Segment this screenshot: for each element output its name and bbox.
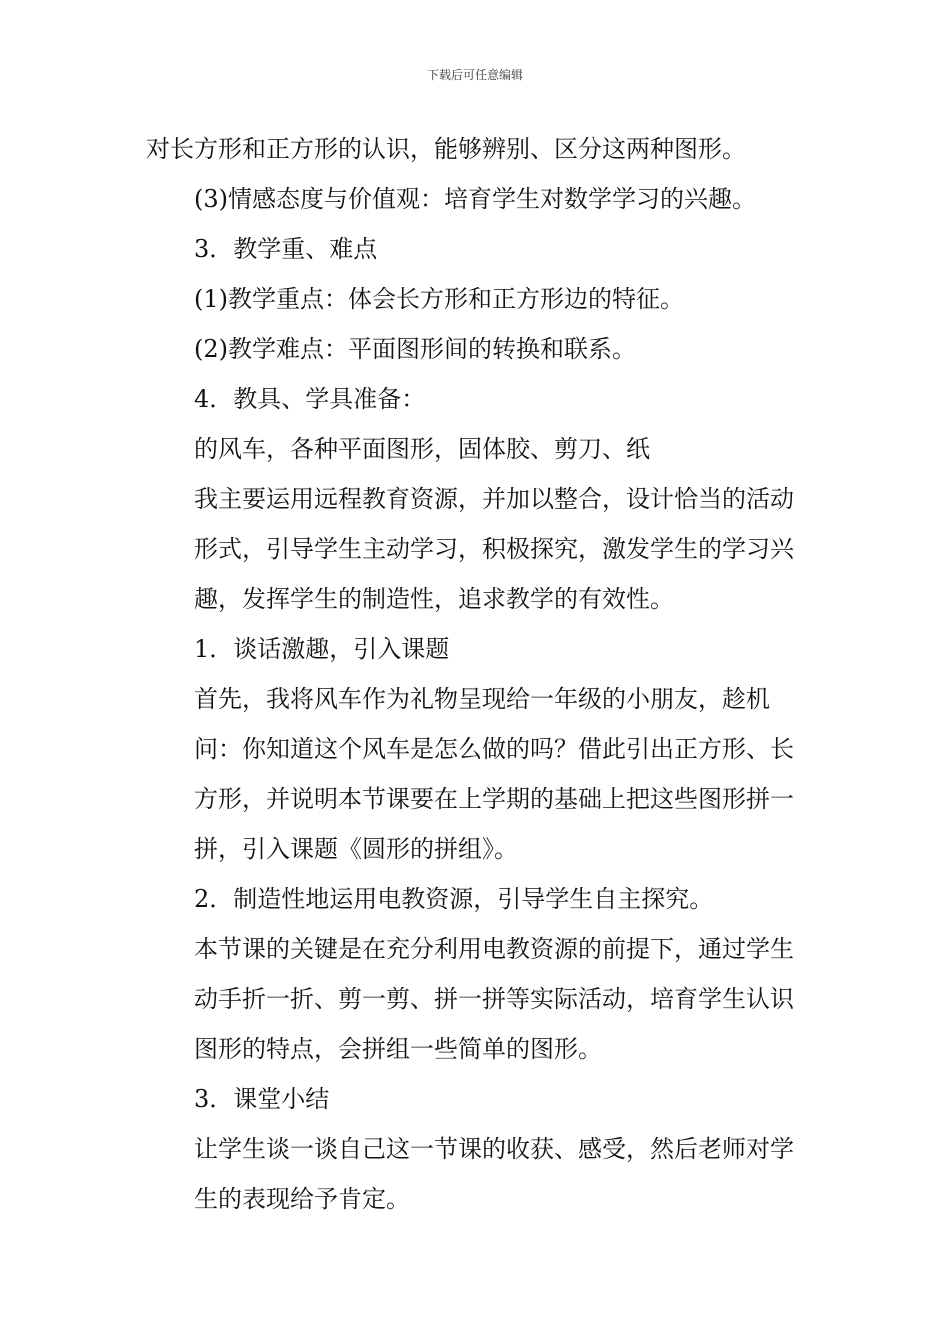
document-body [146,124,810,1224]
section-heading: 3．教学重、难点 [194,235,378,263]
paragraph: (3)情感态度与价值观：培育学生对数学学习的兴趣。 [194,185,756,213]
paragraph: 对长方形和正方形的认识，能够辨别、区分这两种图形。 [146,135,746,163]
paragraph: (2)教学难点：平面图形间的转换和联系。 [194,335,636,363]
section-heading: 1．谈话激趣，引入课题 [194,635,450,663]
section-heading: 2．制造性地运用电教资源，引导学生自主探究。 [194,885,714,913]
paragraph: 让学生谈一谈自己这一节课的收获、感受，然后老师对学生的表现给予肯定。 [194,1135,794,1213]
page-header: 下载后可任意编辑 [426,68,523,82]
section-heading: 4．教具、学具准备： [194,385,426,413]
paragraph: 的风车，各种平面图形，固体胶、剪刀、纸 [194,435,650,463]
paragraph: 本节课的关键是在充分利用电教资源的前提下，通过学生动手折一折、剪一剪、拼一拼等实际活动，培育学生认识图形的特点，会拼组一些简单的图形。 [194,935,794,1063]
paragraph: 我主要运用远程教育资源，并加以整合，设计恰当的活动形式，引导学生主动学习，积极探究，激发学生的学习兴趣，发挥学生的制造性，追求教学的有效性。 [194,485,794,613]
paragraph: 首先，我将风车作为礼物呈现给一年级的小朋友，趁机问：你知道这个风车是怎么做的吗？借此引出正方形、长方形，并说明本节课要在上学期的基础上把这些图形拼一拼，引入课题《圆形的拼组》。 [194,685,794,863]
paragraph: (1)教学重点：体会长方形和正方形边的特征。 [194,285,684,313]
section-heading: 3．课堂小结 [194,1085,330,1113]
